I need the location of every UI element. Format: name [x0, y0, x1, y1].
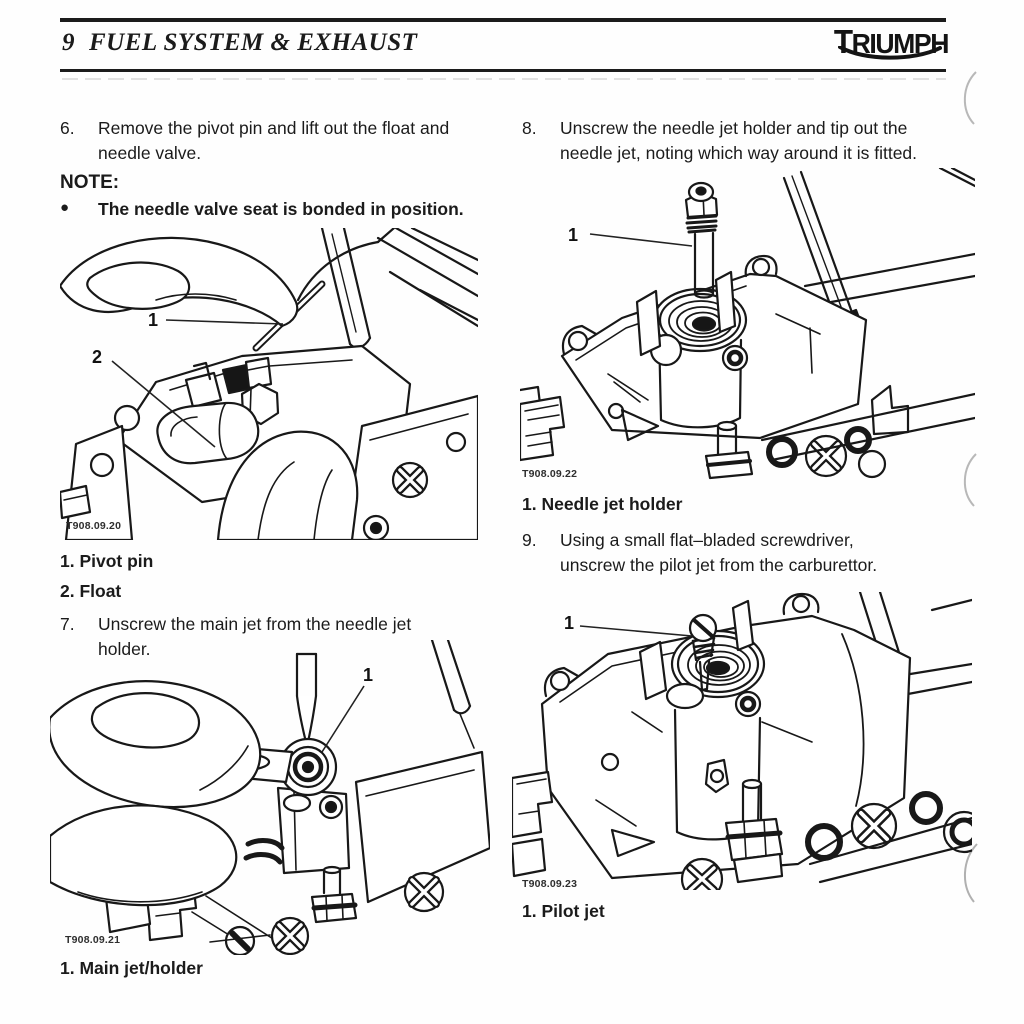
callout-1-label: 1 [568, 225, 579, 245]
step-6-text: Remove the pivot pin and lift out the float and needle valve. [98, 118, 450, 163]
caption-pilot-jet: 1. Pilot jet [522, 901, 605, 921]
figure-needle-jet-holder-art [520, 168, 975, 482]
caption-float: 2. Float [60, 581, 122, 601]
note-heading: NOTE: [60, 172, 120, 193]
figure-main-jet [50, 640, 490, 955]
figure-pilot-jet-art [512, 592, 972, 890]
figure-main-jet-art [50, 640, 490, 955]
figure-pivot-float [60, 228, 478, 540]
figure-needle-jet-holder [520, 168, 975, 482]
figure-code: T908.09.20 [66, 520, 122, 532]
callout-2-label: 2 [92, 347, 103, 367]
leader-lines [580, 626, 692, 636]
step-7-number: 7. [60, 614, 75, 634]
caption-needle-jet-holder: 1. Needle jet holder [522, 494, 683, 514]
header-rule-top [60, 18, 946, 22]
note-item [60, 197, 478, 222]
brand-swoosh-icon [838, 46, 942, 64]
figure-code: T908.09.21 [65, 934, 121, 946]
section-title-text: FUEL SYSTEM & EXHAUST [89, 29, 418, 56]
figure-pilot-jet [512, 592, 972, 890]
step-9-number: 9. [522, 530, 537, 550]
step-8 [522, 116, 922, 166]
caption-pivot-pin: 1. Pivot pin [60, 551, 154, 571]
step-6-number: 6. [60, 118, 75, 138]
bullet-icon: ● [60, 199, 70, 216]
brand-logo [826, 25, 948, 58]
note-text: The needle valve seat is bonded in position. [98, 199, 464, 219]
page-curl-mark [956, 70, 982, 126]
brand-wordmark: TRIUMPH [833, 23, 948, 60]
callout-1-label: 1 [148, 310, 159, 330]
figure-code: T908.09.23 [522, 878, 578, 890]
step-8-number: 8. [522, 118, 537, 138]
scan-smudge [62, 78, 946, 80]
callout-1-label: 1 [363, 665, 374, 685]
page-title [62, 29, 417, 57]
leader-lines [590, 234, 692, 246]
figure-code: T908.09.22 [522, 468, 578, 480]
step-9 [522, 528, 922, 578]
caption-main-jet: 1. Main jet/holder [60, 958, 203, 978]
step-8-text: Unscrew the needle jet holder and tip out the needle jet, noting which way around it is fitted. [560, 118, 918, 163]
step-6 [60, 116, 466, 166]
step-9-text: Using a small flat–bladed screwdriver, unscrew the pilot jet from the carburettor. [560, 530, 878, 575]
leader-lines [322, 686, 364, 752]
section-number: 9 [62, 29, 75, 56]
figure-pivot-float-art [60, 228, 478, 540]
step-7-text: Unscrew the main jet from the needle jet holder. [98, 614, 412, 659]
callout-1-label: 1 [564, 613, 575, 633]
header-rule-bottom [60, 69, 946, 72]
